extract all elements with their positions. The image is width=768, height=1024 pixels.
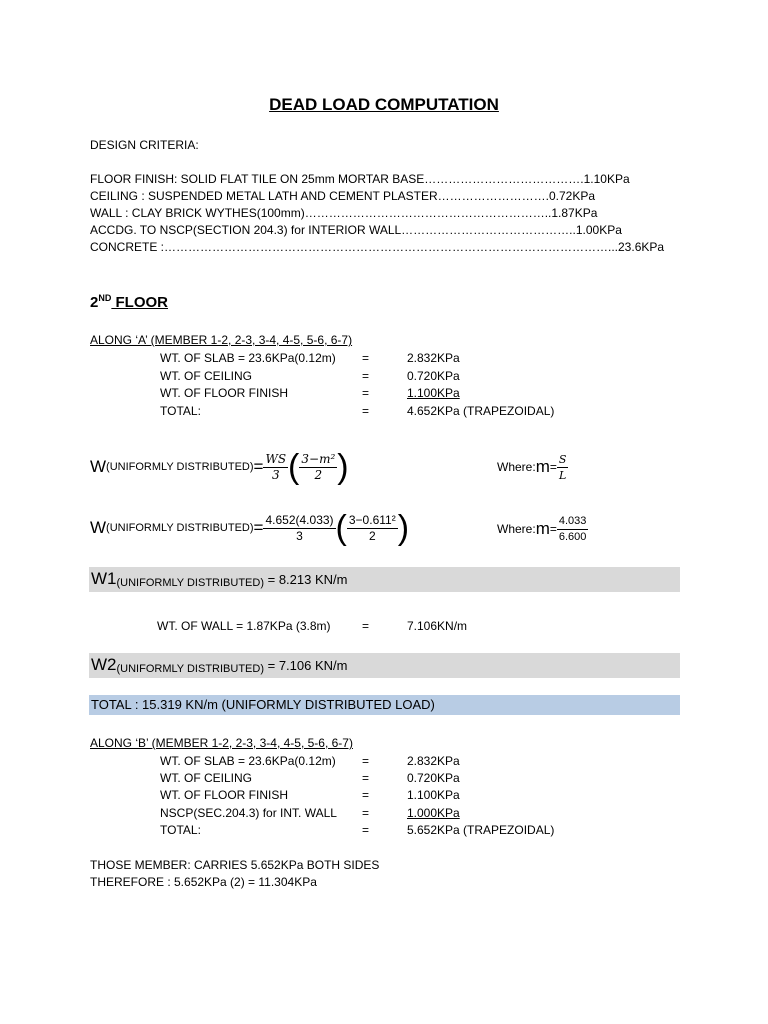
formula-substituted-eq: = (253, 518, 264, 537)
w2-result (91, 655, 347, 675)
formula-general-mnum: S (558, 452, 567, 466)
footer-line-1: THOSE MEMBER: CARRIES 5.652KPa BOTH SIDES (90, 858, 380, 872)
wall-label: WT. OF WALL = 1.87KPa (3.8m) (157, 619, 331, 633)
formula-general-where-label: Where: (497, 460, 536, 474)
floor-number: 2 (90, 294, 99, 311)
along-b-value-total: 5.652KPa (TRAPEZOIDAL) (407, 823, 555, 837)
w1-result (91, 569, 347, 589)
formula-substituted-mnum: 4.033 (557, 514, 589, 530)
w1-sub: (UNIFORMLY DISTRIBUTED) (116, 577, 264, 589)
along-a-value-total: 4.652KPa (TRAPEZOIDAL) (407, 404, 555, 418)
total-text: TOTAL : 15.319 KN/m (UNIFORMLY DISTRIBUTED LOAD) (91, 697, 435, 712)
formula-general-frac2-num: 3−m² (301, 451, 336, 466)
along-b-label-total: TOTAL: (160, 823, 201, 837)
formula-substituted-frac2 (347, 513, 398, 544)
criteria-floor-finish: FLOOR FINISH: SOLID FLAT TILE ON 25mm MORTAR BASE………………………………….1.10KPa (90, 172, 630, 186)
along-b-value-ceiling: 0.720KPa (407, 771, 460, 785)
along-a-value-ceiling: 0.720KPa (407, 369, 460, 383)
formula-substituted-w: W (90, 518, 107, 537)
w2-value: = 7.106 KN/m (264, 658, 348, 673)
formula-general-mfrac (557, 452, 569, 483)
along-b-eq-slab: = (362, 754, 370, 768)
design-criteria-heading: DESIGN CRITERIA: (90, 138, 199, 152)
w2-sub: (UNIFORMLY DISTRIBUTED) (116, 663, 264, 675)
formula-substituted-where-label: Where: (497, 522, 536, 536)
w1-label: W1 (91, 569, 117, 588)
along-b-eq-total: = (362, 823, 370, 837)
formula-general-frac1 (263, 452, 288, 483)
formula-substituted-frac1 (263, 513, 335, 544)
formula-general-mden: L (558, 468, 567, 482)
formula-general-sub: (UNIFORMLY DISTRIBUTED) (106, 461, 254, 473)
formula-substituted-m: m (535, 519, 550, 538)
along-a-label-floor-finish: WT. OF FLOOR FINISH (160, 386, 288, 400)
page-title: DEAD LOAD COMPUTATION (269, 95, 499, 114)
w1-result-band (89, 567, 680, 592)
formula-general-frac1-num: WS (265, 451, 287, 466)
along-a-eq-ceiling: = (362, 369, 370, 383)
formula-general-m: m (535, 457, 550, 476)
left-paren: ( (288, 448, 300, 486)
along-a-eq-total: = (362, 404, 370, 418)
along-b-eq-ceiling: = (362, 771, 370, 785)
along-b-label-ceiling: WT. OF CEILING (160, 771, 253, 785)
formula-substituted-frac2-den: 2 (368, 528, 376, 543)
along-a-label-ceiling: WT. OF CEILING (160, 369, 253, 383)
along-b-value-nscp: 1.000KPa (407, 806, 460, 820)
right-paren: ) (337, 448, 349, 486)
w2-result-band (89, 653, 680, 678)
along-a-eq-floor-finish: = (362, 386, 370, 400)
along-a-eq-slab: = (362, 351, 370, 365)
formula-general-w: W (90, 457, 107, 476)
along-b-eq-nscp: = (362, 806, 370, 820)
formula-substituted-mden: 6.600 (558, 530, 587, 543)
along-a-heading: ALONG ‘A’ (MEMBER 1-2, 2-3, 3-4, 4-5, 5-6, 6-7) (90, 333, 353, 347)
formula-substituted (90, 508, 409, 548)
formula-general-eq: = (253, 457, 264, 476)
along-a-value-floor-finish: 1.100KPa (407, 386, 460, 400)
formula-general-where (497, 449, 568, 485)
along-a-value-slab: 2.832KPa (407, 351, 460, 365)
along-b-value-slab: 2.832KPa (407, 754, 460, 768)
formula-substituted-sub: (UNIFORMLY DISTRIBUTED) (106, 522, 254, 534)
formula-general-frac2 (299, 452, 337, 483)
total-band (89, 695, 680, 715)
along-b-value-floor-finish: 1.100KPa (407, 788, 460, 802)
criteria-concrete: CONCRETE :…………………………………………………………………………………………………...23.6KPa (90, 240, 665, 254)
formula-general-meq: = (549, 460, 557, 474)
along-b-eq-floor-finish: = (362, 788, 370, 802)
w2-label: W2 (91, 655, 117, 674)
wall-value: 7.106KN/m (407, 619, 468, 633)
wall-eq: = (362, 619, 370, 633)
floor-suffix: ND (98, 293, 112, 303)
floor-word: FLOOR (111, 294, 169, 311)
formula-substituted-where (497, 511, 588, 547)
formula-substituted-frac1-num: 4.652(4.033) (265, 512, 334, 527)
left-paren: ( (335, 509, 347, 547)
along-b-heading: ALONG ‘B’ (MEMBER 1-2, 2-3, 3-4, 4-5, 5-6, 6-7) (90, 736, 353, 750)
criteria-wall: WALL : CLAY BRICK WYTHES(100mm)……………………………………………………..1.87KPa (90, 206, 598, 220)
w1-value: = 8.213 KN/m (264, 572, 348, 587)
formula-general-frac1-den: 3 (271, 467, 280, 482)
footer-line-2: THEREFORE : 5.652KPa (2) = 11.304KPa (90, 875, 317, 889)
criteria-ceiling: CEILING : SUSPENDED METAL LATH AND CEMENT PLASTER……………………….0.72KPa (90, 189, 596, 203)
along-b-label-slab: WT. OF SLAB = 23.6KPa(0.12m) (160, 754, 336, 768)
formula-substituted-meq: = (549, 522, 557, 536)
formula-substituted-frac1-den: 3 (296, 528, 303, 543)
along-b-label-nscp: NSCP(SEC.204.3) for INT. WALL (160, 806, 337, 820)
along-b-label-floor-finish: WT. OF FLOOR FINISH (160, 788, 288, 802)
along-a-label-total: TOTAL: (160, 404, 201, 418)
along-a-label-slab: WT. OF SLAB = 23.6KPa(0.12m) (160, 351, 336, 365)
floor-heading (90, 293, 168, 311)
formula-substituted-frac2-num: 3−0.611² (348, 512, 396, 527)
formula-general (90, 447, 349, 487)
criteria-nscp: ACCDG. TO NSCP(SECTION 204.3) for INTERIOR WALL……………………………………..1.00KPa (90, 223, 622, 237)
right-paren: ) (397, 509, 410, 547)
formula-general-frac2-den: 2 (314, 467, 323, 482)
formula-substituted-mfrac (557, 514, 589, 545)
